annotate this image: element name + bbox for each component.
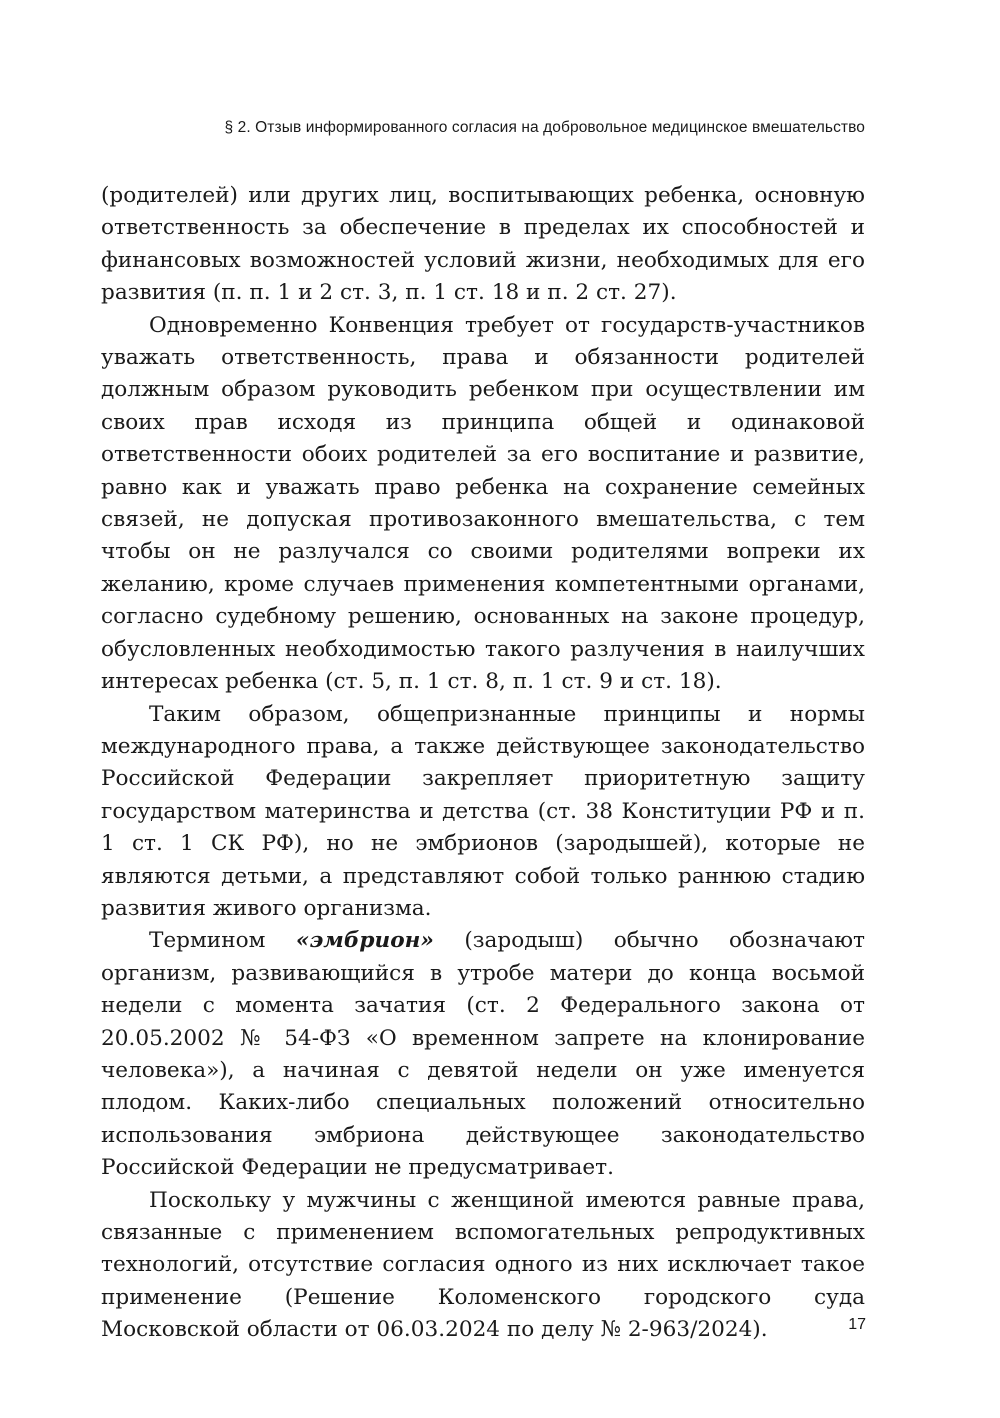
paragraph-embryo-definition [101,925,865,1184]
paragraph-continuation: (родителей) или других лиц, воспитывающих ребенка, основную ответственность за обеспечение в пределах их способностей и финансовых возможностей условий жизни, необходимых для его развития (п. п. 1 и 2 ст. 3, п. 1 ст. 18 и п. 2 ст. 27). [101,183,865,306]
paragraph-convention: Одновременно Конвенция требует от государств-участников уважать ответственность, права и обязанности родителей должным образом руководить ребенком при осуществлении им своих прав исходя из принципа общей и одинаковой ответственности обоих родителей за его воспитание и развитие, равно как и уважать право ребенка на сохранение семейных связей, не допуская противозаконного вмешательства, с тем чтобы он не разлучался со своими родителями вопреки их желанию, кроме случаев применения компетентными органами, согласно судебному решению, основанных на законе процедур, обусловленных необходимостью такого разлучения в наилучших интересах ребенка (ст. 5, п. 1 ст. 8, п. 1 ст. 9 и ст. 18). [101,312,865,695]
paragraph-court-decision: Поскольку у мужчины с женщиной имеются равные права, связанные с применением вспомогательных репродуктивных технологий, отсутствие согласия одного из них исключает такое применение (Решение Коломенского городского суда Московской области от 06.03.2024 по делу № 2-963/2024). [101,1187,865,1343]
page-number: 17 [848,1316,866,1333]
term-embryo: «эмбрион» [295,928,434,954]
paragraph-conclusion: Таким образом, общепризнанные принципы и нормы международного права, а также действующее законодательство Российской Федерации закрепляет приоритетную защиту государством материнства и детства (ст. 38 Конституции РФ и п. 1 ст. 1 СК РФ), но не эмбрионов (зародышей), которые не являются детьми, а представляют собой только раннюю стадию развития живого организма. [101,701,865,921]
running-head: § 2. Отзыв информированного согласия на добровольное медицинское вмешательство [224,119,865,136]
paragraph-embryo-after: (зародыш) обычно обозначают организм, развивающийся в утробе матери до конца восьмой недели с момента зачатия (ст. 2 Федерального закона от 20.05.2002 № 54-ФЗ «О временном запрете на клонирование человека»), а начиная с девятой недели он уже именуется плодом. Каких-либо специальных положений относительно использования эмбриона действующее законодательство Российской Федерации не предусматривает. [101,928,865,1181]
body-text [101,180,865,1347]
paragraph-embryo-before: Термином [149,928,296,954]
